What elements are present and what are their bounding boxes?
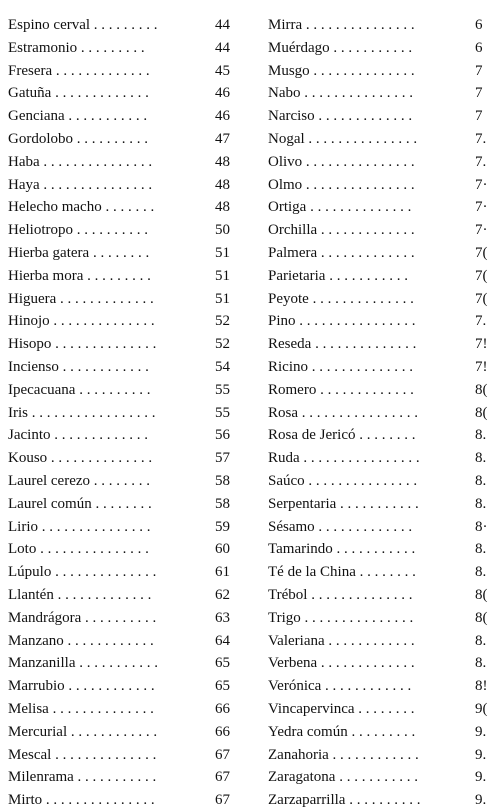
index-entry-term: Hierba mora . . . . . . . . .	[8, 267, 151, 284]
index-entry	[8, 14, 234, 37]
index-entry-term: Nogal . . . . . . . . . . . . . . .	[268, 130, 418, 147]
index-entry-term: Nabo . . . . . . . . . . . . . . .	[268, 85, 413, 102]
index-entry-page-number: 54	[215, 358, 230, 375]
index-entry-term: Loto . . . . . . . . . . . . . . .	[8, 541, 149, 558]
index-entry-term: Tamarindo . . . . . . . . . . .	[268, 541, 416, 558]
index-entry-page-number: 56	[215, 427, 230, 444]
index-entry-term: Marrubio . . . . . . . . . . . .	[8, 678, 155, 695]
index-entry	[268, 105, 498, 128]
index-entry-page-number: 9(	[475, 700, 488, 717]
index-entry	[8, 128, 234, 151]
index-entry-page-number: 60	[215, 541, 230, 558]
index-entry-page-number: 58	[215, 472, 230, 489]
index-entry-page-number: 9.	[475, 769, 487, 786]
index-entry	[268, 310, 498, 333]
index-entry-page-number: 9.	[475, 723, 487, 740]
index-entry-page-number: 8(	[475, 404, 488, 421]
index-entry	[8, 698, 234, 721]
index-entry-term: Hinojo . . . . . . . . . . . . . .	[8, 313, 155, 330]
index-entry-term: Peyote . . . . . . . . . . . . . .	[268, 290, 414, 307]
index-entry-term: Jacinto . . . . . . . . . . . . .	[8, 427, 148, 444]
index-entry-page-number: 8.	[475, 427, 487, 444]
index-entry-term: Lirio . . . . . . . . . . . . . . .	[8, 518, 151, 535]
index-entry-term: Hisopo . . . . . . . . . . . . . .	[8, 336, 157, 353]
index-entry	[8, 789, 234, 812]
index-entry-page-number: 7·	[475, 176, 488, 193]
index-entry-page-number: 7	[475, 108, 483, 125]
index-entry-term: Mercurial . . . . . . . . . . . .	[8, 723, 158, 740]
index-entry-term: Valeriana . . . . . . . . . . . .	[268, 632, 415, 649]
index-entry-term: Hierba gatera . . . . . . . .	[8, 244, 150, 261]
index-entry-term: Verbena . . . . . . . . . . . . .	[268, 655, 415, 672]
index-entry	[268, 196, 498, 219]
index-entry-page-number: 8.	[475, 472, 487, 489]
index-entry	[8, 242, 234, 265]
index-entry-term: Reseda . . . . . . . . . . . . . .	[268, 336, 417, 353]
index-entry-page-number: 6	[475, 17, 483, 33]
index-entry	[8, 356, 234, 379]
index-entry	[268, 333, 498, 356]
index-entry-page-number: 45	[215, 62, 230, 79]
index-entry	[268, 538, 498, 561]
index-entry-page-number: 65	[215, 678, 230, 695]
index-entry	[8, 607, 234, 630]
index-entry-term: Laurel cerezo . . . . . . . .	[8, 472, 151, 489]
index-entry-page-number: 55	[215, 404, 230, 421]
index-entry-term: Serpentaria . . . . . . . . . . .	[268, 495, 419, 512]
index-entry-term: Llantén . . . . . . . . . . . . .	[8, 586, 152, 603]
index-entry	[268, 698, 498, 721]
index-entry-term: Narciso . . . . . . . . . . . . .	[268, 108, 413, 125]
index-entry-page-number: 8.	[475, 655, 487, 672]
index-entry-term: Saúco . . . . . . . . . . . . . . .	[268, 472, 418, 489]
index-entry-term: Lúpulo . . . . . . . . . . . . . .	[8, 564, 157, 581]
index-entry-page-number: 8.	[475, 450, 487, 467]
index-entry	[268, 424, 498, 447]
index-entry	[268, 630, 498, 653]
index-entry-page-number: 67	[215, 792, 230, 809]
index-entry	[8, 447, 234, 470]
index-entry	[8, 379, 234, 402]
index-entry-page-number: 7(	[475, 267, 488, 284]
index-entry-term: Iris . . . . . . . . . . . . . . . . .	[8, 404, 156, 421]
index-entry	[8, 60, 234, 83]
index-entry-page-number: 8(	[475, 586, 488, 603]
index-entry-page-number: 67	[215, 769, 230, 786]
index-entry-term: Olmo . . . . . . . . . . . . . . .	[268, 176, 415, 193]
index-entry-page-number: 7!	[475, 358, 488, 375]
index-entry-page-number: 51	[215, 267, 230, 284]
index-entry-page-number: 46	[215, 85, 230, 102]
index-entry-page-number: 8.	[475, 495, 487, 512]
index-entry	[268, 174, 498, 197]
index-entry	[8, 151, 234, 174]
index-entry-term: Manzanilla . . . . . . . . . . .	[8, 655, 158, 672]
index-entry	[268, 82, 498, 105]
index-entry-term: Olivo . . . . . . . . . . . . . . .	[268, 153, 415, 170]
index-entry-term: Heliotropo . . . . . . . . . .	[8, 222, 148, 239]
index-entry-term: Genciana . . . . . . . . . . .	[8, 108, 148, 125]
index-entry	[268, 584, 498, 607]
index-entry-page-number: 8.	[475, 564, 487, 581]
index-entry-page-number: 7(	[475, 244, 488, 261]
index-entry-page-number: 66	[215, 700, 230, 717]
index-entry	[8, 424, 234, 447]
index-entry-term: Ricino . . . . . . . . . . . . . .	[268, 358, 413, 375]
index-entry-page-number: 7	[475, 62, 483, 79]
index-entry-term: Fresera . . . . . . . . . . . . .	[8, 62, 150, 79]
index-entry-page-number: 52	[215, 336, 230, 353]
index-entry-term: Yedra común . . . . . . . . .	[268, 723, 416, 740]
index-entry	[8, 196, 234, 219]
index-entry	[8, 310, 234, 333]
index-entry-term: Zanahoria . . . . . . . . . . . .	[268, 746, 419, 763]
index-entry-page-number: 48	[215, 199, 230, 216]
index-entry	[268, 721, 498, 744]
index-entry-page-number: 48	[215, 176, 230, 193]
index-entry-page-number: 8.	[475, 541, 487, 558]
index-entry	[268, 652, 498, 675]
index-entry-page-number: 67	[215, 746, 230, 763]
index-entry-page-number: 58	[215, 495, 230, 512]
index-entry	[8, 105, 234, 128]
index-entry	[8, 744, 234, 767]
index-entry	[268, 516, 498, 539]
index-entry-term: Estramonio . . . . . . . . .	[8, 39, 145, 56]
index-entry-term: Incienso . . . . . . . . . . . .	[8, 358, 149, 375]
index-entry	[268, 607, 498, 630]
index-entry	[8, 766, 234, 789]
index-entry-page-number: 65	[215, 655, 230, 672]
index-entry-page-number: 47	[215, 130, 230, 147]
index-entry-page-number: 7	[475, 85, 483, 102]
index-entry-term: Helecho macho . . . . . . .	[8, 199, 155, 216]
index-entry-page-number: 8!	[475, 678, 488, 695]
index-entry	[8, 265, 234, 288]
index-entry-term: Melisa . . . . . . . . . . . . . .	[8, 700, 154, 717]
index-entry-term: Manzano . . . . . . . . . . . .	[8, 632, 154, 649]
index-entry	[8, 219, 234, 242]
index-entry	[268, 242, 498, 265]
index-entry-page-number: 6	[475, 39, 483, 56]
index-entry	[268, 265, 498, 288]
index-entry	[8, 721, 234, 744]
index-entry-term: Rosa . . . . . . . . . . . . . . . .	[268, 404, 418, 421]
index-entry-term: Ruda . . . . . . . . . . . . . . . .	[268, 450, 420, 467]
index-entry	[8, 333, 234, 356]
index-entry-term: Té de la China . . . . . . . .	[268, 564, 416, 581]
index-entry	[268, 766, 498, 789]
index-entry-term: Mescal . . . . . . . . . . . . . .	[8, 746, 157, 763]
index-entry-term: Trigo . . . . . . . . . . . . . . .	[268, 609, 414, 626]
index-entry-term: Verónica . . . . . . . . . . . .	[268, 678, 412, 695]
index-entry	[268, 356, 498, 379]
index-entry-page-number: 44	[215, 39, 230, 56]
index-entry-term: Haba . . . . . . . . . . . . . . .	[8, 153, 153, 170]
index-entry-page-number: 57	[215, 450, 230, 467]
index-entry	[8, 516, 234, 539]
index-entry-page-number: 7.	[475, 153, 487, 170]
index-entry-term: Haya . . . . . . . . . . . . . . .	[8, 176, 153, 193]
index-entry	[8, 82, 234, 105]
index-entry-term: Laurel común . . . . . . . .	[8, 495, 152, 512]
index-entry-page-number: 62	[215, 586, 230, 603]
index-entry-page-number: 9.	[475, 792, 487, 809]
index-entry-term: Mandrágora . . . . . . . . . .	[8, 609, 157, 626]
index-entry	[268, 675, 498, 698]
index-entry-page-number: 63	[215, 609, 230, 626]
index-entry	[8, 37, 234, 60]
index-entry	[8, 538, 234, 561]
index-entry-term: Ipecacuana . . . . . . . . . .	[8, 381, 151, 398]
index-entry-term: Gordolobo . . . . . . . . . .	[8, 130, 148, 147]
index-entry-term: Pino . . . . . . . . . . . . . . . .	[268, 313, 416, 330]
index-entry-page-number: 7·	[475, 199, 488, 216]
index-column-left	[8, 14, 234, 812]
index-entry-page-number: 7.	[475, 130, 487, 147]
index-entry	[268, 14, 498, 37]
index-entry	[268, 37, 498, 60]
index-entry	[268, 744, 498, 767]
index-entry-page-number: 8(	[475, 609, 488, 626]
index-entry-page-number: 7(	[475, 290, 488, 307]
index-entry-page-number: 9.	[475, 746, 487, 763]
index-entry	[268, 288, 498, 311]
index-entry-page-number: 66	[215, 723, 230, 740]
index-entry	[8, 470, 234, 493]
index-entry	[8, 402, 234, 425]
index-entry	[8, 652, 234, 675]
index-entry	[8, 630, 234, 653]
index-entry-page-number: 61	[215, 564, 230, 581]
index-entry-term: Mirto . . . . . . . . . . . . . . .	[8, 792, 155, 809]
index-entry-term: Gatuña . . . . . . . . . . . . .	[8, 85, 149, 102]
index-entry	[268, 60, 498, 83]
index-entry-term: Mirra . . . . . . . . . . . . . . .	[268, 17, 415, 33]
index-entry-page-number: 48	[215, 153, 230, 170]
index-entry	[268, 219, 498, 242]
index-column-right	[268, 14, 498, 812]
index-entry-term: Vincapervinca . . . . . . . .	[268, 700, 415, 717]
index-entry-page-number: 8.	[475, 632, 487, 649]
index-entry-term: Romero . . . . . . . . . . . . .	[268, 381, 414, 398]
index-entry	[268, 470, 498, 493]
index-entry-term: Parietaria . . . . . . . . . . .	[268, 267, 408, 284]
index-entry	[268, 561, 498, 584]
index-entry	[268, 402, 498, 425]
index-entry-term: Rosa de Jericó . . . . . . . .	[268, 427, 416, 444]
index-entry-page-number: 50	[215, 222, 230, 239]
index-entry-page-number: 7.	[475, 313, 487, 330]
index-entry	[8, 561, 234, 584]
index-entry-term: Milenrama . . . . . . . . . . .	[8, 769, 157, 786]
index-entry-term: Palmera . . . . . . . . . . . . .	[268, 244, 415, 261]
index-entry	[268, 447, 498, 470]
index-entry	[268, 789, 498, 812]
index-entry-term: Musgo . . . . . . . . . . . . . .	[268, 62, 415, 79]
index-entry	[8, 174, 234, 197]
index-entry-term: Ortiga . . . . . . . . . . . . . .	[268, 199, 412, 216]
index-entry-page-number: 51	[215, 290, 230, 307]
index-entry	[268, 493, 498, 516]
index-entry	[8, 675, 234, 698]
index-entry-page-number: 46	[215, 108, 230, 125]
index-entry-page-number: 7!	[475, 336, 488, 353]
index-entry-term: Trébol . . . . . . . . . . . . . .	[268, 586, 413, 603]
index-entry-page-number: 52	[215, 313, 230, 330]
index-entry-term: Muérdago . . . . . . . . . . .	[268, 39, 413, 56]
index-entry	[8, 288, 234, 311]
index-entry-term: Kouso . . . . . . . . . . . . . .	[8, 450, 153, 467]
index-entry-page-number: 44	[215, 17, 230, 33]
index-entry	[8, 493, 234, 516]
index-entry-term: Zaragatona . . . . . . . . . . .	[268, 769, 418, 786]
index-entry-page-number: 7·	[475, 222, 488, 239]
index-entry	[268, 379, 498, 402]
index-entry-term: Sésamo . . . . . . . . . . . . .	[268, 518, 413, 535]
index-entry-page-number: 59	[215, 518, 230, 535]
index-entry-term: Orchilla . . . . . . . . . . . . .	[268, 222, 415, 239]
index-entry-page-number: 8·	[475, 518, 488, 535]
index-entry-page-number: 55	[215, 381, 230, 398]
index-entry-term: Zarzaparrilla . . . . . . . . . .	[268, 792, 421, 809]
index-entry	[8, 584, 234, 607]
index-entry	[268, 128, 498, 151]
index-entry-page-number: 51	[215, 244, 230, 261]
index-entry	[268, 151, 498, 174]
index-entry-term: Higuera . . . . . . . . . . . . .	[8, 290, 154, 307]
index-entry-page-number: 8(	[475, 381, 488, 398]
index-entry-page-number: 64	[215, 632, 230, 649]
index-entry-term: Espino cerval . . . . . . . . .	[8, 17, 158, 33]
